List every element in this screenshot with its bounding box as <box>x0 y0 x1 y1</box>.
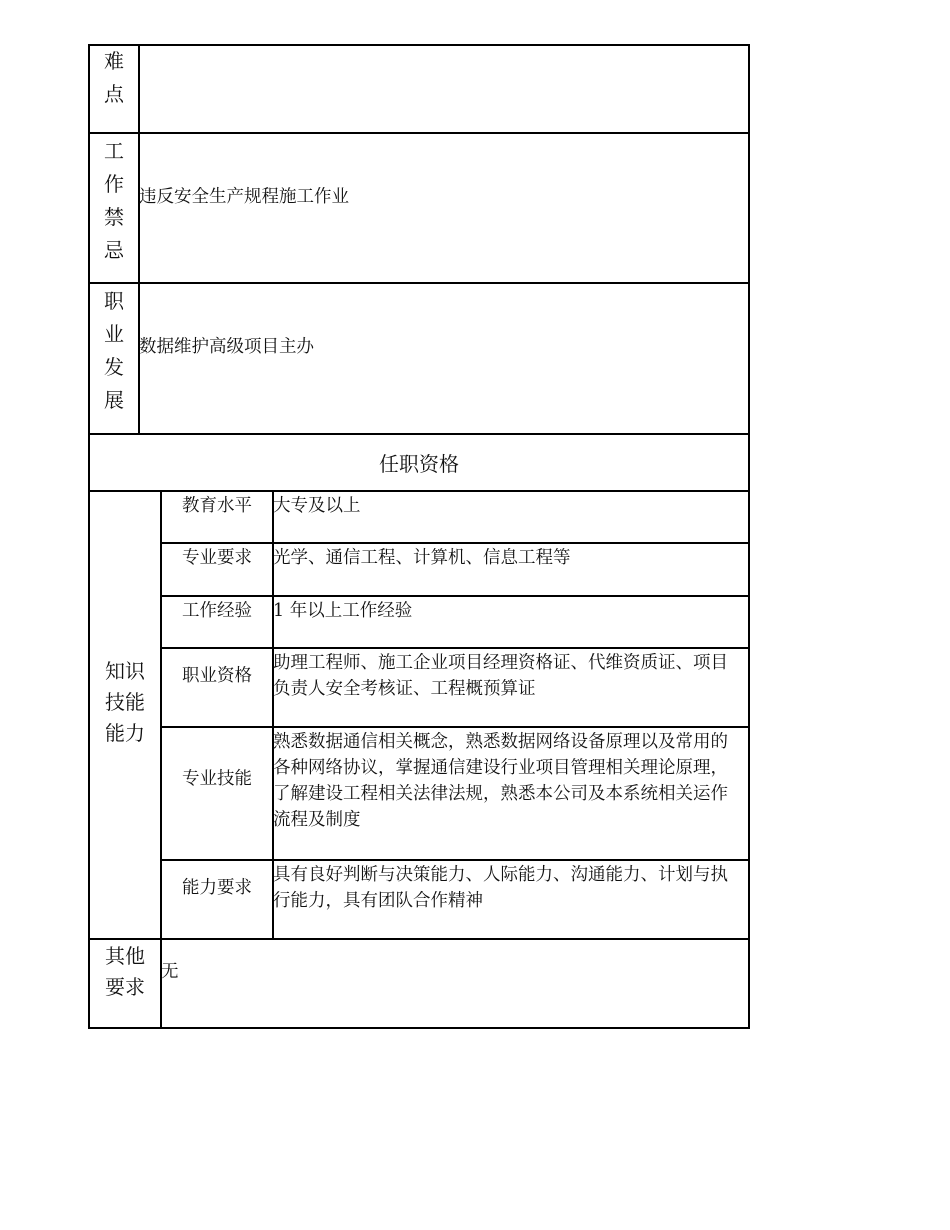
certification-value: 助理工程师、施工企业项目经理资格证、代维资质证、项目负责人安全考核证、工程概预算证 <box>273 653 728 699</box>
qual-label-cell <box>162 860 272 938</box>
major-label: 专业要求 <box>182 548 252 568</box>
major-value: 光学、通信工程、计算机、信息工程等 <box>273 548 571 568</box>
qual-label-cell <box>162 727 272 859</box>
row-divider <box>88 132 750 134</box>
other-requirements-value: 无 <box>161 962 179 982</box>
career-label: 职业发展 <box>104 289 124 412</box>
table-border-right <box>748 44 750 1028</box>
education-label: 教育水平 <box>182 495 252 516</box>
table-border-left <box>88 44 90 1028</box>
qual-label-cell <box>162 491 272 542</box>
experience-label: 工作经验 <box>182 600 252 621</box>
knowledge-skill-group-label: 知识技能能力 <box>105 659 145 745</box>
row-divider <box>88 938 750 940</box>
professional-skill-value: 熟悉数据通信相关概念，熟悉数据网络设备原理以及常用的各种网络协议，掌握通信建设行业项目管理相关理论原理，了解建设工程相关法律法规，熟悉本公司及本系统相关运作流程及制度 <box>273 732 728 830</box>
qualification-title: 任职资格 <box>379 451 459 476</box>
career-value: 数据维护高级项目主办 <box>139 337 314 357</box>
ability-label: 能力要求 <box>182 878 252 898</box>
certification-label: 职业资格 <box>182 666 252 686</box>
experience-value: 1 年以上工作经验 <box>273 601 413 621</box>
label-column-divider <box>138 44 140 434</box>
ability-value: 具有良好判断与决策能力、人际能力、沟通能力、计划与执行能力，具有团队合作精神 <box>273 865 728 911</box>
job-description-table <box>88 44 750 1028</box>
qual-label-cell <box>162 596 272 647</box>
row-divider <box>88 282 750 284</box>
taboo-label: 工作禁忌 <box>104 139 124 262</box>
other-requirements-label: 其他要求 <box>105 944 145 999</box>
qualification-title-cell <box>88 434 750 490</box>
taboo-value: 违反安全生产规程施工作业 <box>139 187 349 207</box>
education-value: 大专及以上 <box>273 496 361 516</box>
qual-label-cell <box>162 648 272 726</box>
difficulty-label: 难点 <box>104 49 124 106</box>
qual-label-cell <box>162 543 272 595</box>
table-border-top <box>88 44 750 46</box>
professional-skill-label: 专业技能 <box>182 769 252 789</box>
table-border-bottom <box>88 1027 750 1029</box>
